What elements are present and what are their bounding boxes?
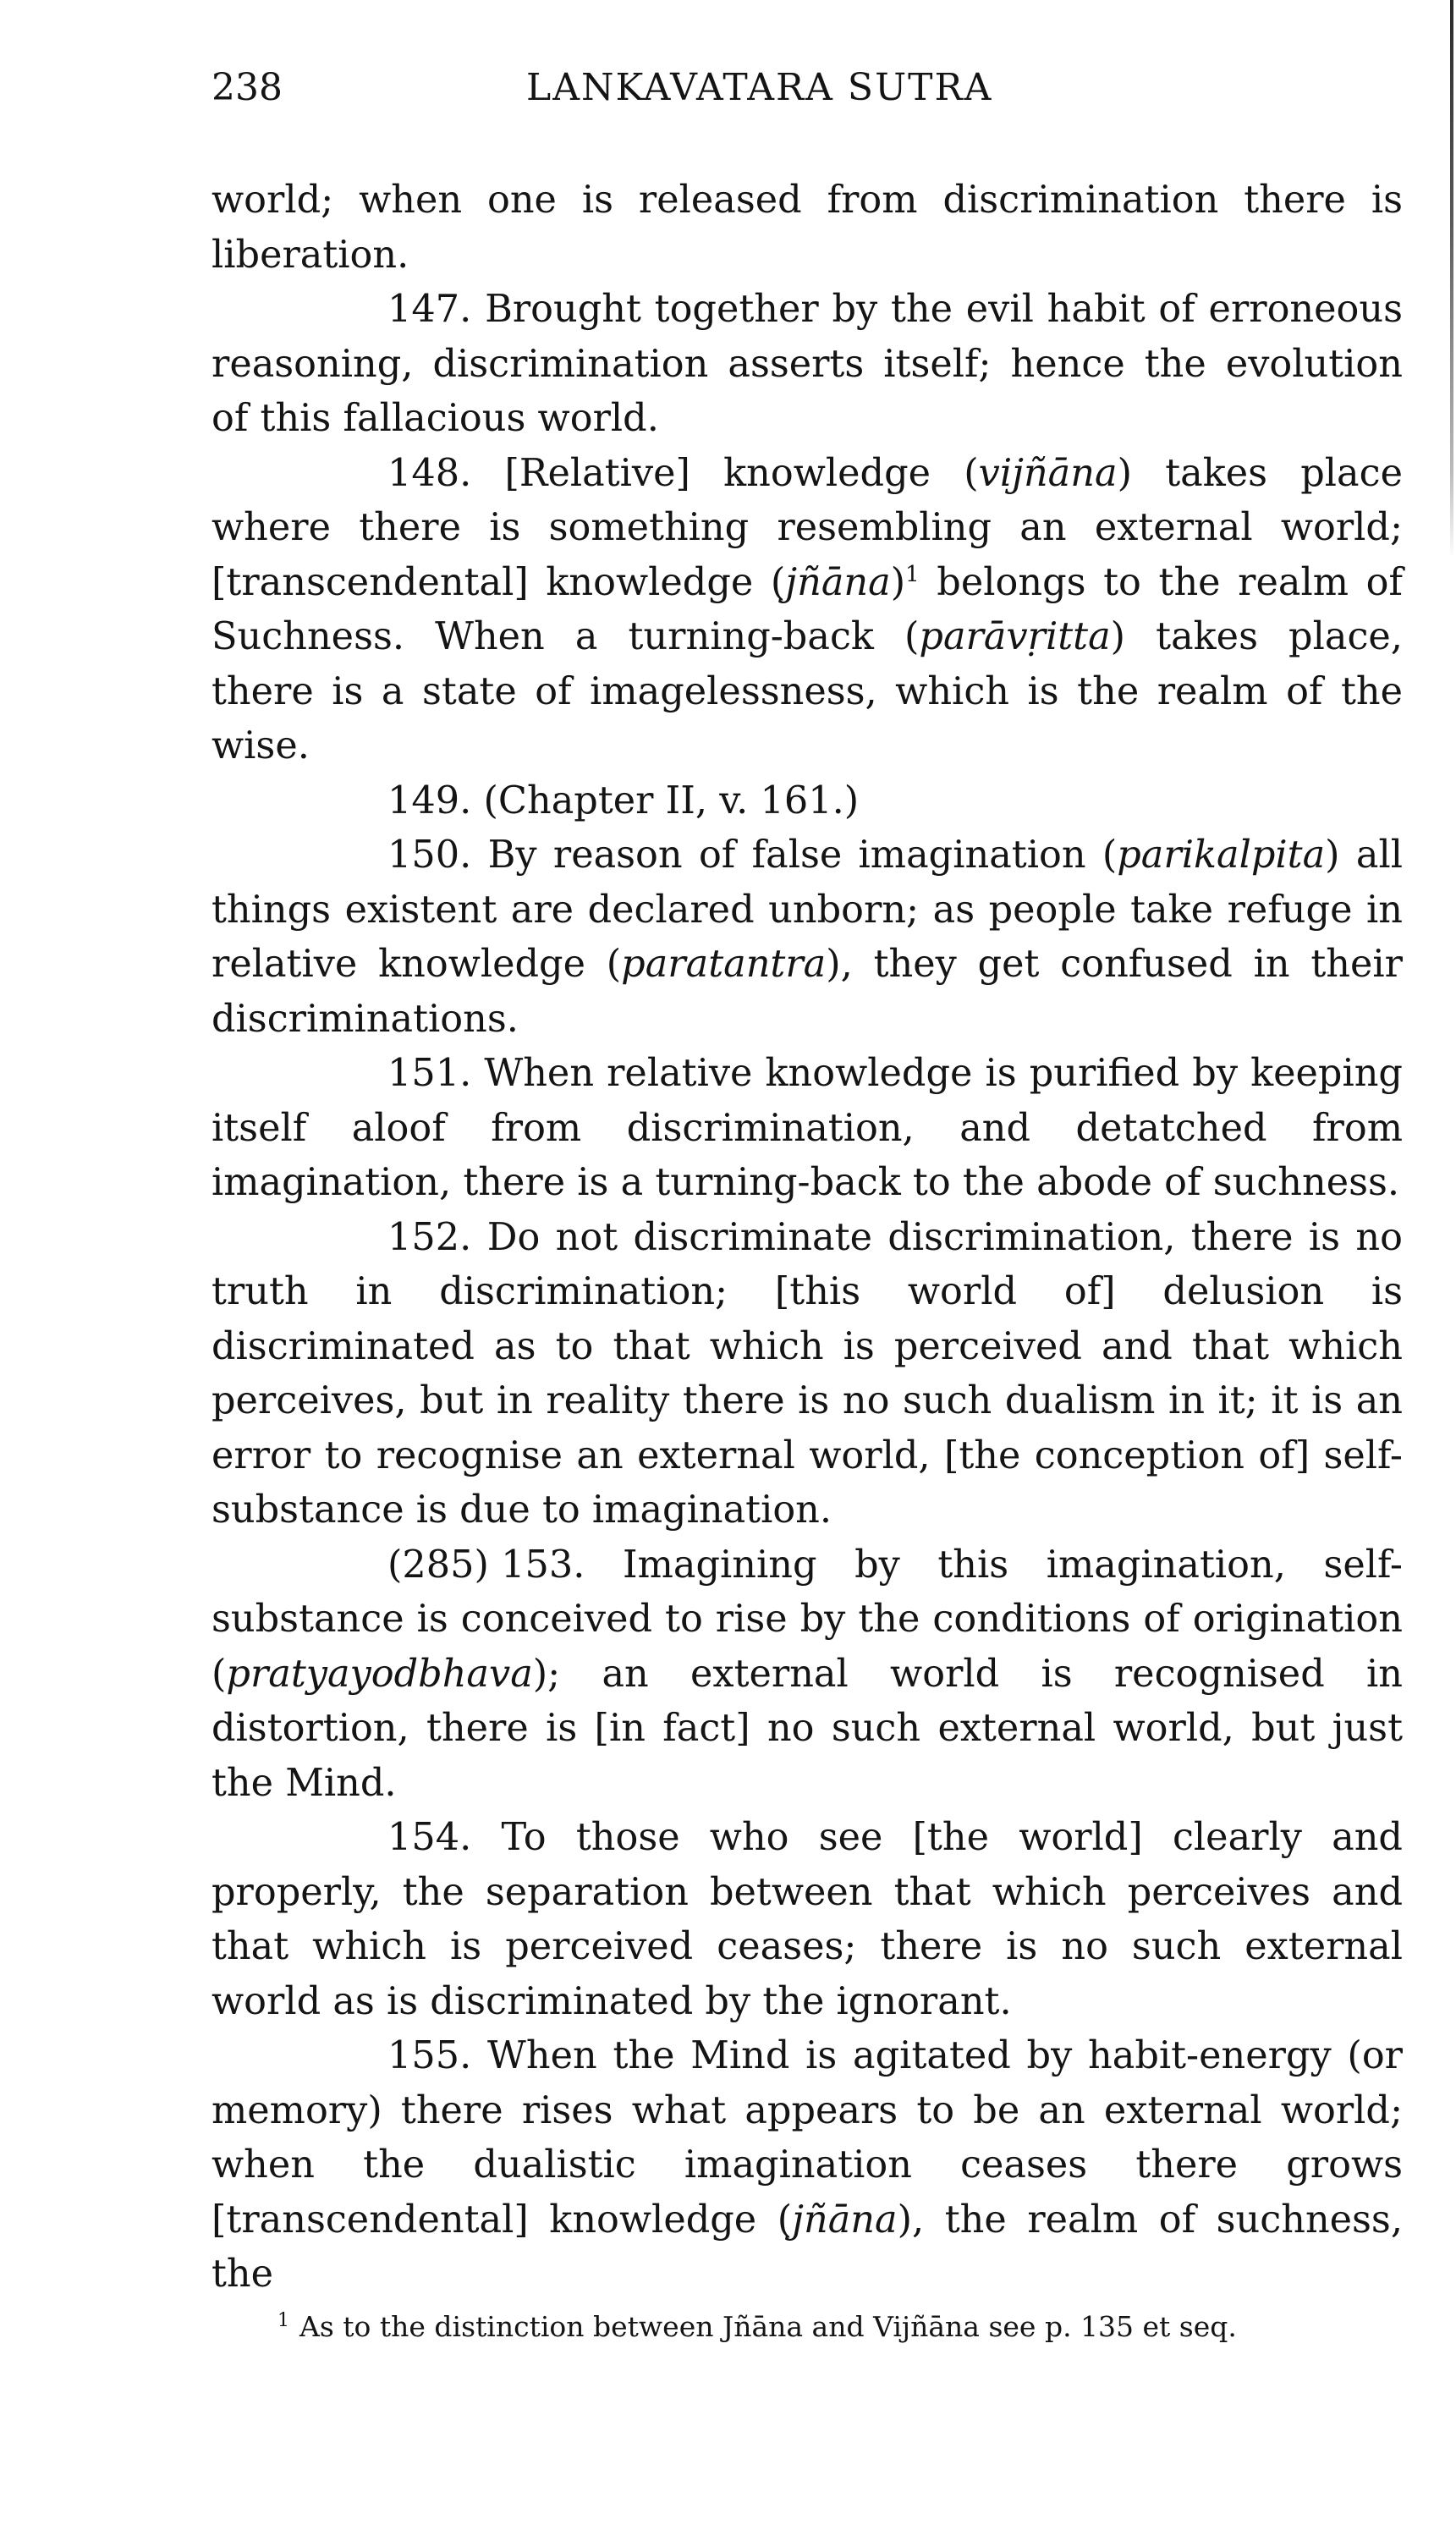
footnote-mark: 1	[277, 2309, 289, 2331]
verse-number: 155.	[387, 2033, 472, 2077]
verse-148: 148. [Relative] knowledge (vijñāna) takes place where there is something resembling an external world; [transcendental] knowledge (jñāna)$^1$ belongs to the realm of Suchness. When a turning-back (parāvṛitta) takes place, there is a state of imagelessness, which is the realm of the wise.	[212, 446, 1403, 773]
running-header	[212, 66, 1403, 125]
term-parikalpita: parikalpita	[1117, 833, 1326, 877]
verse-155: 155. When the Mind is agitated by habit-energy (or memory) there rises what appears to be an external world; when the dualistic imagination ceases there grows [transcendental] knowledge (jñāna), the realm of suchness, the	[212, 2028, 1403, 2302]
verse-151: 151. When relative knowledge is purified by keeping itself aloof from discrimination, and detatched from imagination, there is a turning-back to the abode of suchness.	[212, 1046, 1403, 1210]
term-vijnana: vijñāna	[978, 450, 1118, 495]
term-paratantra: paratantra	[621, 942, 827, 986]
verse-number: 148.	[387, 450, 472, 495]
verse-154: 154. To those who see [the world] clearly and properly, the separation between that which perceives and that which is perceived ceases; there is no such external world as is discriminated by the ignorant.	[212, 1810, 1403, 2028]
verse-149: 149. (Chapter II, v. 161.)	[212, 773, 1403, 828]
verse-number: (285) 153.	[387, 1542, 585, 1587]
verse-153: (285) 153. Imagining by this imagination, self-substance is conceived to rise by the conditions of origination (pratyayodbhava); an external world is recognised in distortion, there is [in fact] no such external world, but just the Mind.	[212, 1538, 1403, 1811]
verse-147: 147. Brought together by the evil habit of erroneous reasoning, discrimination asserts itself; hence the evolution of this fallacious world.	[212, 282, 1403, 446]
scan-edge-line	[1450, 0, 1453, 558]
verse-number: 147.	[387, 287, 472, 331]
running-title: LANKAVATARA SUTRA	[526, 66, 993, 109]
page-number: 238	[212, 66, 283, 109]
verse-number: 151.	[387, 1051, 472, 1095]
footnote	[212, 2308, 1403, 2346]
term-pratyayodbhava: pratyayodbhava	[226, 1651, 533, 1696]
verse-number: 150.	[387, 833, 472, 877]
verse-number: 149.	[387, 778, 472, 822]
term-paravritta: parāvṛitta	[919, 614, 1111, 658]
paragraph-continuation: world; when one is released from discrimination there is liberation.	[212, 178, 1403, 277]
footnote-text: As to the distinction between Jñāna and Vijñāna see p. 135 et seq.	[299, 2309, 1237, 2343]
verse-number: 154.	[387, 1815, 472, 1859]
verse-152: 152. Do not discriminate discrimination, there is no truth in discrimination; [this world of] delusion is discriminated as to that which is perceived and that which perceives, but in reality there is no such dualism in it; it is an error to recognise an external world, [the conception of] self-substance is due to imagination.	[212, 1210, 1403, 1538]
book-page	[212, 66, 1403, 2346]
verse-number: 152.	[387, 1214, 472, 1259]
body-text	[212, 173, 1403, 2302]
term-jnana: jñāna	[792, 2197, 898, 2242]
term-jnana: jñāna	[785, 559, 891, 604]
footnote-reference: 1	[905, 561, 920, 587]
verse-150: 150. By reason of false imagination (parikalpita) all things existent are declared unborn; as people take refuge in relative knowledge (paratantra), they get confused in their discriminations.	[212, 828, 1403, 1046]
